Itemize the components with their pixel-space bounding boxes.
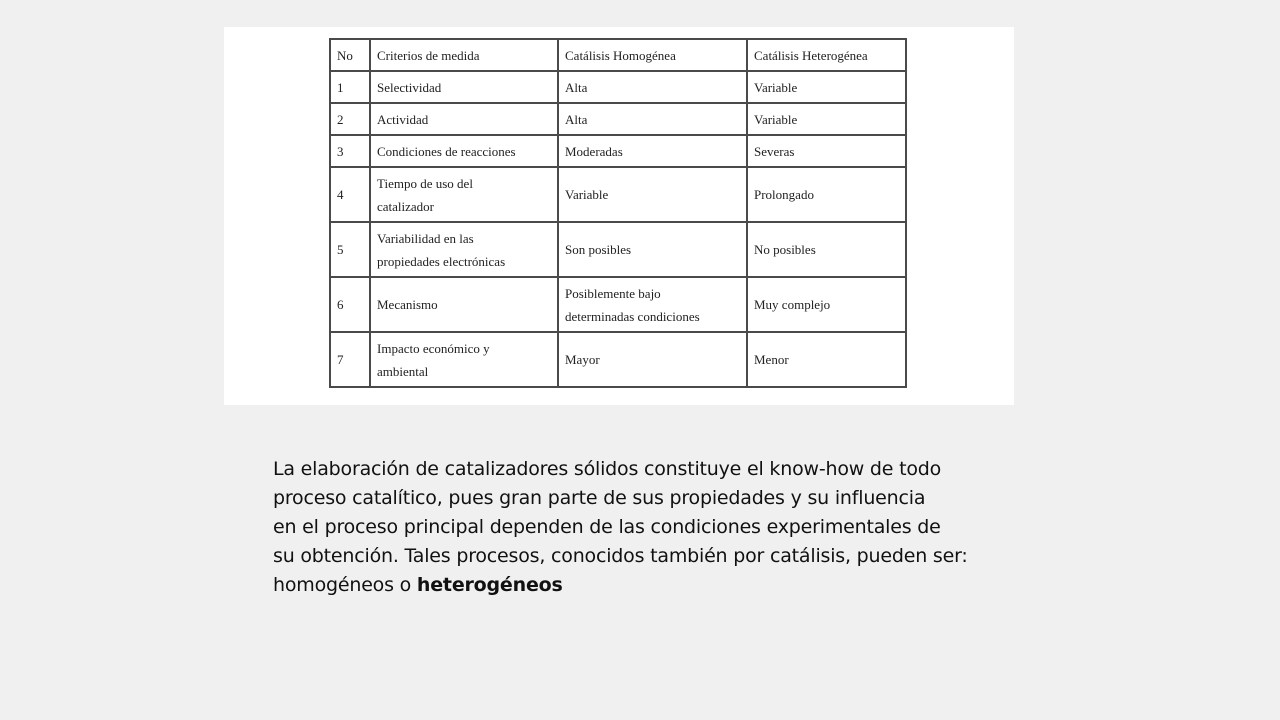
cell-criterio: [370, 167, 558, 222]
cell-heterogenea: Prolongado: [747, 167, 906, 222]
cell-criterio: Actividad: [370, 103, 558, 135]
cell-criterio-line: ambiental: [377, 363, 429, 379]
cell-homogenea-line: Posiblemente bajo: [565, 285, 661, 301]
cell-homogenea: Variable: [558, 167, 747, 222]
cell-no: 7: [330, 332, 370, 387]
cell-criterio-line: Variabilidad en las: [377, 230, 474, 246]
header-heterogenea: Catálisis Heterogénea: [747, 39, 906, 71]
cell-no: 5: [330, 222, 370, 277]
table-row: [330, 135, 906, 167]
table-row: [330, 71, 906, 103]
cell-heterogenea: Variable: [747, 71, 906, 103]
cell-homogenea: Son posibles: [558, 222, 747, 277]
bold-keyword: heterogéneos: [416, 574, 563, 596]
paragraph-line-last: [273, 571, 1033, 600]
cell-heterogenea: Variable: [747, 103, 906, 135]
cell-criterio-line: propiedades electrónicas: [377, 253, 506, 269]
paragraph-text: homogéneos o: [273, 574, 417, 596]
table-row: [330, 103, 906, 135]
cell-no: 3: [330, 135, 370, 167]
cell-homogenea-line: determinadas condiciones: [565, 308, 700, 324]
table-header-row: [330, 39, 906, 71]
cell-homogenea: Alta: [558, 103, 747, 135]
header-no: No: [330, 39, 370, 71]
cell-heterogenea: Muy complejo: [747, 277, 906, 332]
cell-criterio: [370, 332, 558, 387]
header-criterios: Criterios de medida: [370, 39, 558, 71]
cell-homogenea: Mayor: [558, 332, 747, 387]
criteria-table-image: [224, 27, 1014, 405]
table-row: [330, 332, 906, 387]
cell-homogenea: Alta: [558, 71, 747, 103]
cell-no: 6: [330, 277, 370, 332]
paragraph-line: en el proceso principal dependen de las condiciones experimentales de: [273, 516, 941, 538]
paragraph-line: La elaboración de catalizadores sólidos constituye el know-how de todo: [273, 458, 942, 480]
cell-criterio: Condiciones de reacciones: [370, 135, 558, 167]
cell-criterio: [370, 222, 558, 277]
table-row: [330, 167, 906, 222]
cell-heterogenea: Menor: [747, 332, 906, 387]
cell-homogenea: Moderadas: [558, 135, 747, 167]
table-row: [330, 222, 906, 277]
cell-criterio: Mecanismo: [370, 277, 558, 332]
cell-criterio-line: Impacto económico y: [377, 340, 490, 356]
cell-criterio-line: catalizador: [377, 198, 435, 214]
cell-homogenea: [558, 277, 747, 332]
cell-no: 4: [330, 167, 370, 222]
table-row: [330, 277, 906, 332]
body-paragraph: [273, 455, 1033, 600]
cell-criterio-line: Tiempo de uso del: [377, 175, 473, 191]
cell-heterogenea: No posibles: [747, 222, 906, 277]
cell-criterio: Selectividad: [370, 71, 558, 103]
paragraph-line: su obtención. Tales procesos, conocidos también por catálisis, pueden ser:: [273, 545, 968, 567]
cell-heterogenea: Severas: [747, 135, 906, 167]
criteria-table: [329, 38, 907, 388]
header-homogenea: Catálisis Homogénea: [558, 39, 747, 71]
paragraph-line: proceso catalítico, pues gran parte de sus propiedades y su influencia: [273, 487, 926, 509]
cell-no: 2: [330, 103, 370, 135]
cell-no: 1: [330, 71, 370, 103]
